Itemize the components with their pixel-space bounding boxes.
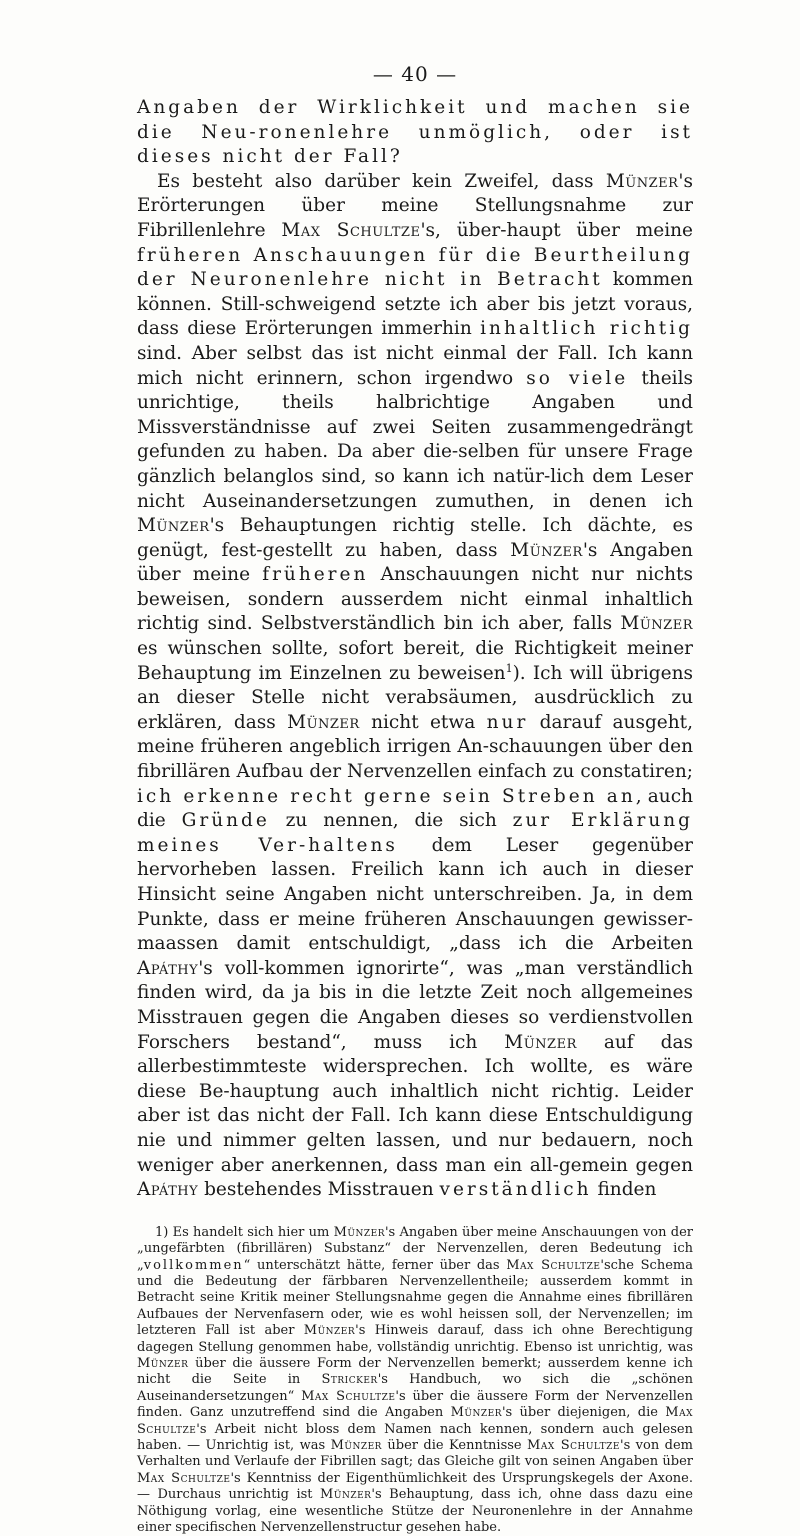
text-run: inhaltlich richtig — [480, 318, 693, 340]
text-run: 's, über-haupt über meine — [420, 219, 693, 241]
text-run: 's voll-kommen ignorirte“, was „man verständlich finden wird, da ja bis in die letzte Zeit noch allgemeines Misstrauen gegen die Angaben dieses so verdienstvollen Forschers bestand“, muss ich — [137, 957, 693, 1053]
text-run: 's Behauptungen richtig stelle. Ich dächte, es genügt, fest-gestellt zu haben, dass — [137, 515, 693, 561]
text-run: Münzer — [330, 1438, 382, 1453]
text-run: “ unterschätzt hätte, ferner über das — [243, 1257, 507, 1273]
text-run: 'sche Schema und die Bedeutung der färbbaren Nervenzellentheile; ausserdem kommt in Betracht seine Kritik meiner Stellungsnahme gegen die Annahme eines fibrillären Aufbaues der Nervenfasern oder, wie es wohl heissen soll, der Nervenzellen; im letzteren Fall ist aber — [137, 1257, 693, 1339]
text-run: Münzer — [605, 170, 679, 192]
text-run: Münzer — [620, 613, 693, 635]
body-paragraph — [137, 170, 693, 1203]
text-run: Max Schultze — [506, 1257, 601, 1273]
text-run: Max Schultze — [281, 219, 421, 241]
text-run: Max Schultze — [137, 1405, 694, 1437]
text-run: 's über die äussere Form der Nervenzellen finden. Ganz unzutreffend sind die Angaben — [137, 1388, 693, 1421]
text-run: Münzer — [303, 1323, 356, 1339]
text-run: über die Kenntnisse — [381, 1438, 528, 1453]
text-run: sind. Aber selbst das ist nicht einmal der Fall. Ich kann mich nicht erinnern, schon irgendwo — [137, 342, 693, 389]
text-run: vollkommen — [143, 1257, 244, 1273]
text-run: 's Behauptung, dass ich, ohne dass dazu eine Nöthigung vorlag, eine wesentliche Stütze der Neuronenlehre in der Annahme einer specifischen Nervenzellenstructur gesehen habe. — [137, 1487, 693, 1536]
text-run: ich erkenne recht gerne sein Streben an — [137, 785, 636, 807]
text-run: Münzer — [137, 1355, 189, 1371]
text-run: zur Erklärung meines Ver-haltens — [137, 810, 694, 856]
text-run: finden — [591, 1179, 657, 1201]
text-run: 's Erörterungen über meine Stellungsnahme zur Fibrillenlehre — [137, 170, 693, 241]
text-run: verständlich — [439, 1179, 592, 1201]
book-page — [137, 62, 693, 1536]
text-run: 's von dem Verhalten und Verlaufe der Fibrillen sagt; das Gleiche gilt von seinen Angaben über — [137, 1438, 693, 1470]
text-run: 's Hinweis darauf, dass ich ohne Berechtigung dagegen Stellung genommen habe, vollständig unrichtig. Ebenso ist unrichtig, was — [137, 1323, 694, 1355]
text-run: dem Leser gegenüber hervorheben lassen. Freilich kann ich auch in dieser Hinsicht seine Angaben nicht unterschreiben. Ja, in dem Punkte, dass er meine früheren Anschauungen gewisser-maassen damit entschuldigt, „dass ich die Arbeiten — [137, 834, 693, 955]
text-run: Angaben der Wirklichkeit und machen sie die Neu-ronenlehre unmöglich, oder ist dieses nicht der Fall? — [137, 97, 693, 168]
footnote-paragraph — [137, 1225, 693, 1536]
text-run: ). Ich will übrigens an dieser Stelle nicht verabsäumen, ausdrücklich zu erklären, dass — [137, 662, 693, 733]
text-run: Es besteht also darüber kein Zweifel, dass — [157, 170, 606, 192]
text-run: bestehendes Misstrauen — [198, 1179, 440, 1201]
text-run: 's Angaben über meine — [137, 539, 693, 586]
text-run: es wünschen sollte, sofort bereit, die Richtigkeit meiner Behauptung im Einzelnen zu beweisen — [137, 638, 693, 684]
text-run: 's Arbeit nicht bloss dem Namen nach kennen, sondern auch gelesen haben. — Unrichtig ist, was — [137, 1421, 693, 1453]
text-run: Münzer — [287, 711, 360, 733]
text-run: über die äussere Form der Nervenzellen bemerkt; ausserdem kenne ich nicht die Seite in — [137, 1355, 693, 1388]
body-paragraph — [137, 96, 693, 170]
text-run: nicht etwa — [359, 711, 487, 733]
page-number: — 40 — — [372, 62, 458, 86]
text-run: Apáthy — [137, 1179, 199, 1201]
text-run: Münzer — [450, 1405, 502, 1421]
text-run: Max Schultze — [137, 1470, 231, 1486]
text-run: Münzer — [137, 515, 210, 537]
text-run: Münzer — [320, 1487, 372, 1503]
text-run: 's Handbuch, wo sich die „schönen Auseinandersetzungen“ — [137, 1372, 693, 1404]
text-run: Max Schultze — [527, 1438, 620, 1453]
text-run: Stricker — [321, 1372, 378, 1388]
main-text — [137, 96, 693, 1203]
text-run: darauf ausgeht, meine früheren angeblich irrigen An-schauungen über den fibrillären Aufbau der Nervenzellen einfach zu constatiren; — [137, 711, 693, 783]
text-run: auf das allerbestimmteste widersprechen. Ich wollte, es wäre diese Be-hauptung auch inhaltlich nicht richtig. Leider aber ist das nicht der Fall. Ich kann diese Entschuldigung nie und nimmer gelten lassen, und nur bedauern, noch weniger aber anerkennen, dass man ein all-gemein gegen — [137, 1031, 693, 1176]
text-run: zu nennen, die sich — [269, 810, 513, 832]
text-run: Max Schultze — [301, 1388, 396, 1404]
text-run: früheren — [262, 564, 369, 586]
footnote-marker: 1 — [505, 661, 513, 675]
text-run: früheren Anschauungen für die Beurtheilung der Neuronenlehre nicht in Betracht — [137, 244, 693, 291]
text-run: Münzer — [510, 539, 583, 561]
text-run: Apáthy — [137, 957, 199, 979]
text-run: , auch die — [137, 785, 693, 832]
text-run: nur — [486, 711, 529, 733]
text-run: Gründe — [181, 810, 270, 832]
text-run: Anschauungen nicht nur nichts beweisen, sondern ausserdem nicht einmal inhaltlich richtig sind. Selbstverständlich bin ich aber, falls — [137, 564, 693, 635]
text-run: theils unrichtige, theils halbrichtige Angaben und Missverständnisse auf zwei Seiten zusammengedrängt gefunden zu haben. Da aber die-selben für unsere Frage gänzlich belanglos sind, so kann ich natür-lich dem Leser nicht Auseinandersetzungen zumuthen, in denen ich — [137, 367, 693, 512]
text-run: Münzer — [504, 1031, 577, 1053]
text-run: 's Kenntniss der Eigenthümlichkeit des Ursprungskegels der Axone. — Durchaus unrichtig ist — [137, 1470, 693, 1503]
text-run: 's über diejenigen, die — [501, 1405, 666, 1421]
text-run: kommen können. Still-schweigend setzte ich aber bis jetzt voraus, dass diese Erörterungen immerhin — [137, 269, 693, 340]
text-run: 's Angaben über meine Anschauungen von der „ungefärbten (fibrillären) Substanz“ der Nervenzellen, deren Bedeutung ich „ — [137, 1224, 693, 1273]
text-run: so viele — [526, 367, 629, 389]
footnote — [137, 1225, 693, 1536]
text-run: Münzer — [333, 1224, 385, 1240]
text-run: 1) Es handelt sich hier um — [155, 1224, 334, 1240]
